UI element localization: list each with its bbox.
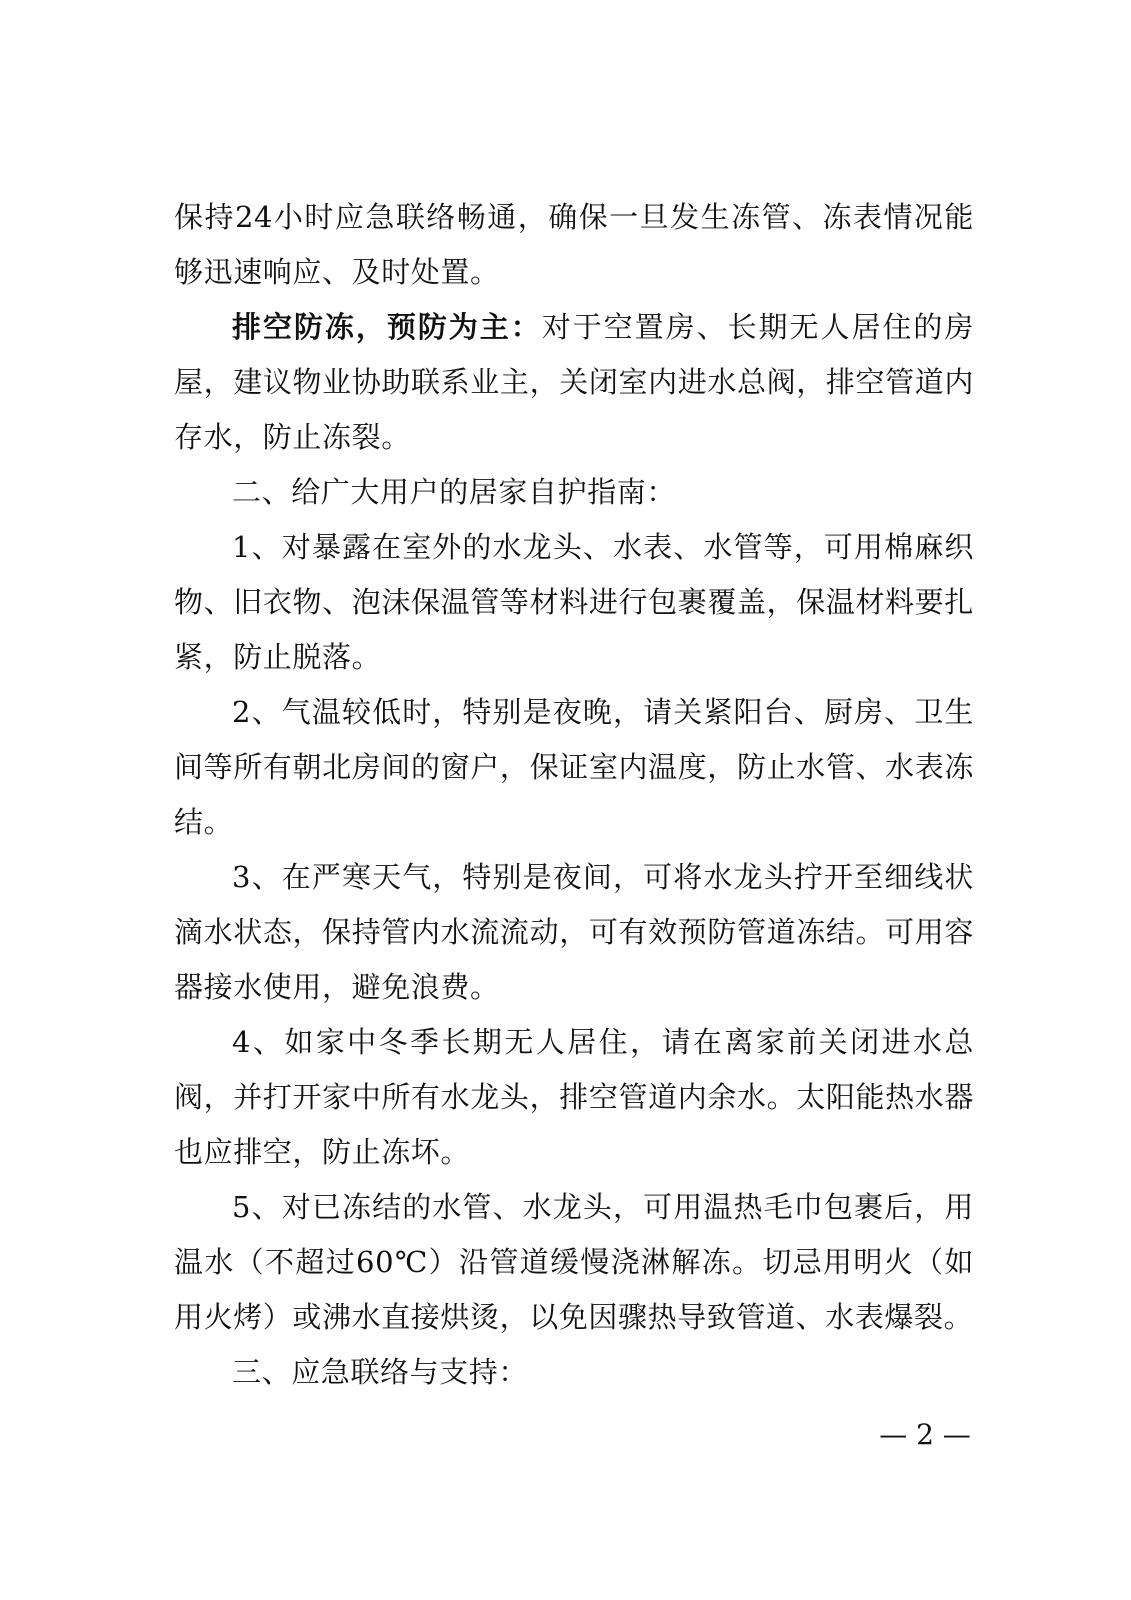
paragraph-text: 4、如家中冬季长期无人居住，请在离家前关闭进水总阀，并打开家中所有水龙头，排空管道内余水。太阳能热水器也应排空，防止冻坏。 <box>174 1025 974 1169</box>
document-body <box>174 190 974 1400</box>
paragraph-text: 5、对已冻结的水管、水龙头，可用温热毛巾包裹后，用温水（不超过60℃）沿管道缓慢浇淋解冻。切忌用明火（如用火烤）或沸水直接烘烫，以免因骤热导致管道、水表爆裂。 <box>174 1190 974 1334</box>
paragraph-text: 对于空置房、长期无人居住的房屋，建议物业协助联系业主，关闭室内进水总阀，排空管道内存水，防止冻裂。 <box>174 310 974 454</box>
paragraph-bold-lead: 排空防冻，预防为主： <box>232 310 542 344</box>
paragraph-emergency-contact <box>174 190 974 300</box>
list-item-5 <box>174 1180 974 1345</box>
list-item-2 <box>174 685 974 850</box>
page-number: — 2 — <box>879 1418 971 1451</box>
paragraph-text: 2、气温较低时，特别是夜晚，请关紧阳台、厨房、卫生间等所有朝北房间的窗户，保证室内温度，防止水管、水表冻结。 <box>174 695 974 839</box>
paragraph-text: 1、对暴露在室外的水龙头、水表、水管等，可用棉麻织物、旧衣物、泡沫保温管等材料进行包裹覆盖，保温材料要扎紧，防止脱落。 <box>174 530 974 674</box>
paragraph-text: 保持24小时应急联络畅通，确保一旦发生冻管、冻表情况能够迅速响应、及时处置。 <box>174 200 974 289</box>
list-item-4 <box>174 1015 974 1180</box>
list-item-3 <box>174 850 974 1015</box>
paragraph-text: 3、在严寒天气，特别是夜间，可将水龙头拧开至细线状滴水状态，保持管内水流流动，可有效预防管道冻结。可用容器接水使用，避免浪费。 <box>174 860 974 1004</box>
section-heading-home-guide <box>174 465 974 520</box>
paragraph-text: 三、应急联络与支持： <box>232 1355 529 1389</box>
section-heading-emergency-support <box>174 1345 974 1400</box>
paragraph-text: 二、给广大用户的居家自护指南： <box>232 475 677 509</box>
paragraph-drain-antifreeze <box>174 300 974 465</box>
list-item-1 <box>174 520 974 685</box>
